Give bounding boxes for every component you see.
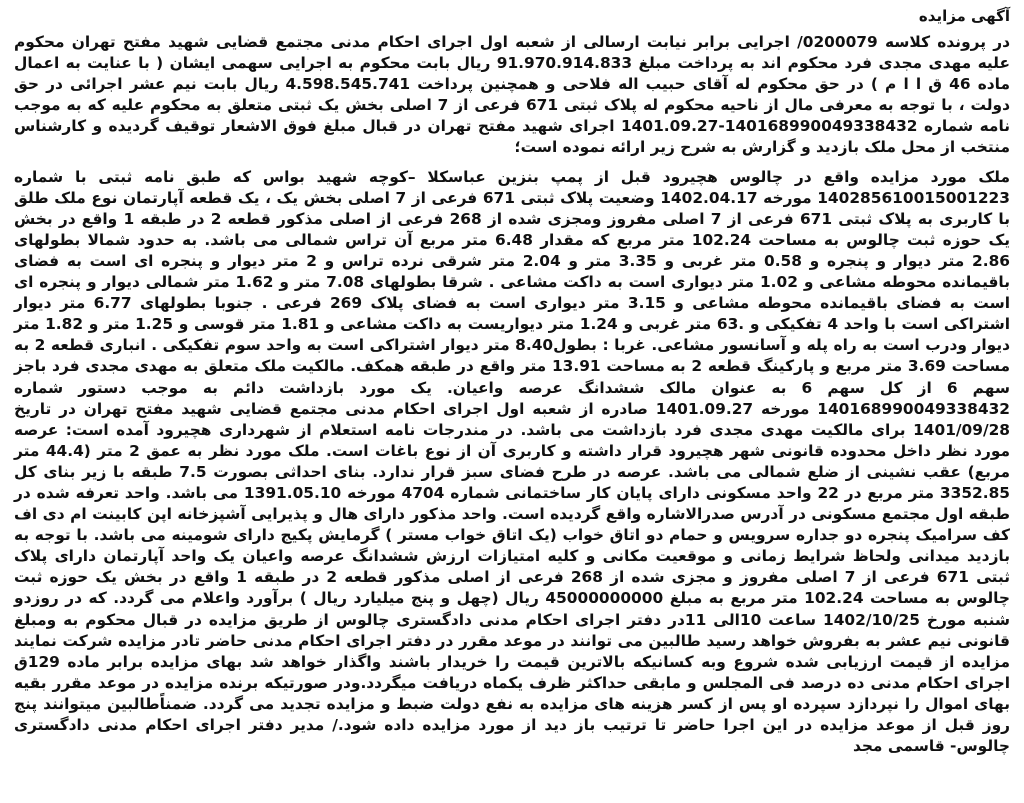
notice-paragraph-property-details: ملک مورد مزایده واقع در چالوس هچیرود قبل از پمپ بنزین عباسکلا –کوچه شهید بواس که طبق نامه ثبتی با شماره 140285610015001223 مورخه 1402.04.17 وضعیت پلاک ثبتی 671 فرعی از 7 اصلی بخش یک ، یک قطعه آپارتمان نوع ملک طلق با کاربری به پلاک ثبتی 671 فرعی از 7 اصلی مفروز ومجزی شده از 268 فرعی از اصلی مذکور قطعه 2 در طبقه 1 واقع در بخش یک حوزه ثبت چالوس به مساحت 102.24 متر مربع که مقدار 6.48 متر مربع آن تراس شمالی می باشد. به حدود شمالا بطولهای 2.86 متر دیوار و پنجره و 0.58 متر غربی و 3.35 متر و 2.04 متر شرقی نرده تراس و 2 متر دیوار و پنجره ای است به فضای باقیمانده محوطه مشاعی و 1.02 متر دیواری است به داکت مشاعی . شرقا بطولهای 7.08 متر و 1.62 متر شمالی دیوار و پنجره ای است به فضای باقیمانده محوطه مشاعی و 3.15 متر دیواری است به فضای پلاک 269 فرعی . جنوبا بطولهای 6.77 متر دیوار اشتراکی است با واحد 4 تفکیکی و .63 متر غربی و 1.24 متر دیواریست به داکت مشاعی و 1.81 متر قوسی و 1.25 متر و 1.82 متر دیوار ودرب است به راه پله و آسانسور مشاعی. غربا : بطول8.40 متر دیوار اشتراکی است به واحد سوم تفکیکی . انباری قطعه 2 به مساحت 3.69 متر مربع و پارکینگ قطعه 2 به مساحت 13.91 متر واقع در طبقه همکف. مالکیت ملک متعلق به مهدی مجدی فرد باجز سهم 6 از کل سهم 6 به عنوان مالک ششدانگ عرصه واعیان. یک مورد بازداشت دائم به موجب دستور شماره 140168990049338432 مورخه 1401.09.27 صادره از شعبه اول اجرای احکام مدنی مجتمع قضایی شهید مفتح تهران در تاریخ 1401/09/28 برای مالکیت مهدی مجدی فرد بازداشت می باشد. در مندرجات نامه استعلام از شهرداری هچیرود آمده است: عرصه مورد نظر داخل محدوده قانونی شهر هچیرود قرار داشته و کاربری آن از نوع باغات است. ملک مورد نظر به عمق 2 متر (44.4 متر مربع) عقب نشینی از ضلع شمالی می باشد. عرصه در طرح فضای سبز قرار ندارد. بنای احداثی بصورت 7.5 طبقه با زیر بنای کل 3352.85 متر مربع در 22 واحد مسکونی دارای پایان کار ساختمانی شماره 4704 مورخه 1391.05.10 می باشد. واحد تعرفه شده در طبقه اول مجتمع مسکونی در آدرس صدرالاشاره واقع گردیده است. واحد مذکور دارای هال و پذیرایی آشپزخانه اپن کابینت ام دی اف کف سرامیک پنجره دو جداره سرویس و حمام دو اتاق خواب (یک اتاق خواب مستر ) گرمایش پکیج دارای شومینه می باشد. با توجه به بازدید میدانی ولحاظ شرایط زمانی و موقعیت مکانی و کلیه امتیازات ارزش ششدانگ عرصه واعیان یک واحد آپارتمان دارای پلاک ثبتی 671 فرعی از 7 اصلی مفروز و مجزی شده از 268 فرعی از اصلی مذکور قطعه 2 در طبقه 1 واقع در بخش یک حوزه ثبت چالوس به مساحت 102.24 متر مربع به مبلغ 45000000000 ریال (چهل و پنج میلیارد ریال ) برآورد واعلام می گردد. که در روزدو شنبه مورخ 1402/10/25 ساعت 10الی 11در دفتر اجرای احکام مدنی دادگستری چالوس از طریق مزایده در قبال محکوم به ومبلغ قانونی نیم عشر به بفروش خواهد رسید طالبین می توانند در موعد مقرر در دفتر اجرای احکام مدنی حاضر تادر مزایده شرکت نمایند مزایده از قیمت ارزیابی شده شروع وبه کسانیکه بالاترین قیمت را خریدار باشند واگذار خواهد شد بهای مزایده برابر ماده 129ق اجرای احکام مدنی ده درصد فی المجلس و مابقی حداکثر ظرف یکماه دریافت میگردد.ودر صورتیکه برنده مزایده در موعد مقرر بقیه بهای اموال را نپردازد سپرده او پس از کسر هزینه های مزایده به نفع دولت ضبط و مزایده تجدید می گردد. ضمناًطالبین میتوانند پنج روز قبل از موعد مزایده در این اجرا حاضر تا ترتیب باز دید از مورد مزایده داده شود./ مدیر دفتر اجرای احکام مدنی دادگستری چالوس- قاسمی مجد	[14, 167, 1011, 756]
notice-paragraph-case-details: در پرونده کلاسه 0200079/ اجرایی برابر نیابت ارسالی از شعبه اول اجرای احکام مدنی مجتمع قضایی شهید مفتح تهران محکوم علیه مهدی مجدی فرد محکوم اند به پرداخت مبلغ 91.970.914.833 ریال بابت محکوم به اجرایی سهمی ایشان ( با عنایت به اعمال ماده 46 ق ا ا م ) در حق محکوم له آقای حبیب اله فلاحی و همچنین پرداخت 4.598.545.741 ریال بابت نیم عشر اجرائی در حق دولت ، با توجه به معرفی مال از ناحیه محکوم له پلاک ثبتی 671 فرعی از 7 اصلی بخش یک ثبتی متعلق به محکوم علیه که به موجب نامه شماره 140168990049338432-1401.09.27 اجرای شهید مفتح تهران در قبال مبلغ فوق الاشعار توقیف گردیده و کارشناس منتخب از محل ملک بازدید و گزارش به شرح زیر ارائه نموده است؛	[14, 33, 1010, 157]
notice-title: آگهی مزایده	[918, 7, 1010, 25]
